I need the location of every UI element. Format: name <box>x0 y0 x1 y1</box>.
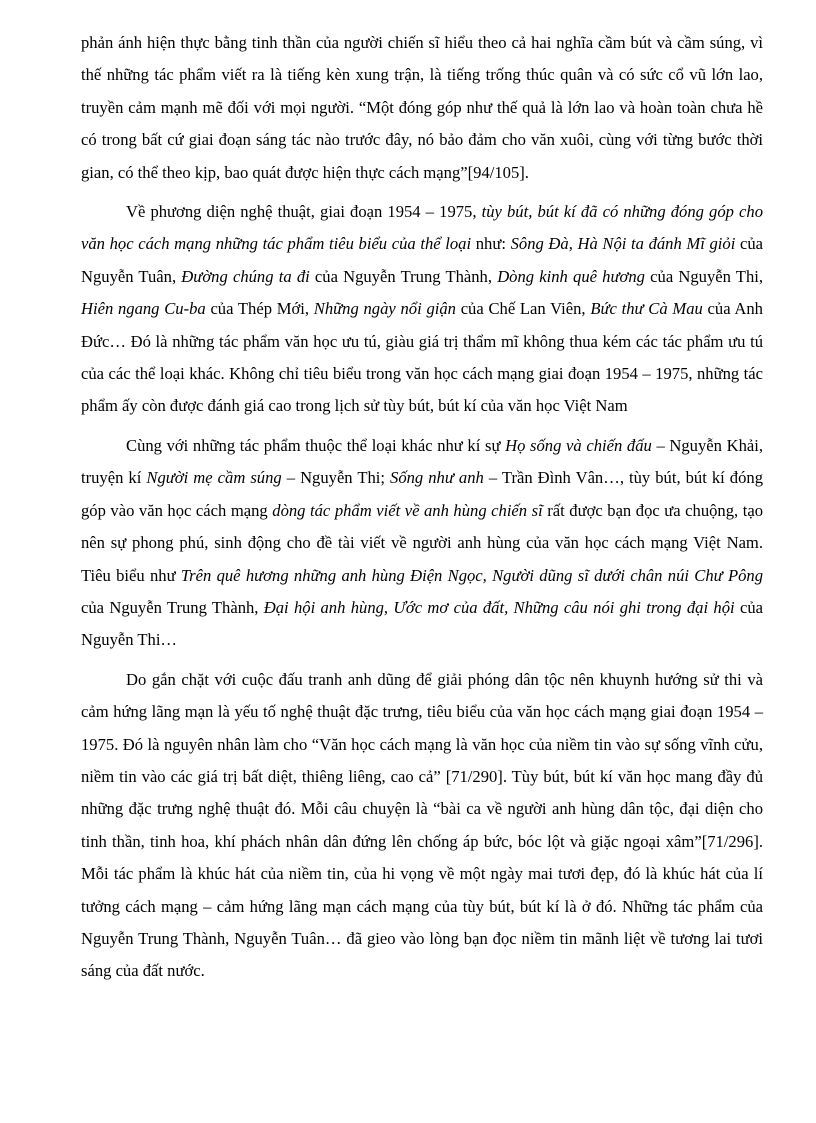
work-title: Sông Đà, Hà Nội ta đánh Mĩ giỏi <box>510 234 736 254</box>
work-title: Họ sống và chiến đấu <box>505 435 652 455</box>
work-title: Dòng kinh quê hương <box>497 266 645 286</box>
work-title: Người mẹ cầm súng <box>146 468 282 488</box>
work-title: Trên quê hương những anh hùng Điện Ngọc, Người dũng sĩ dưới chân núi Chư Pông <box>180 565 763 585</box>
text-segment: Về phương diện nghệ thuật, giai đoạn 1954 – 1975, <box>126 202 482 222</box>
text-segment: của Anh Đức… Đó là những tác phẩm văn học ưu tú, giàu giá trị thẩm mĩ không thua kém các tác phẩm ưu tú của các thể loại khác. Không chỉ tiêu biểu trong văn học cách mạng giai đoạn 1954 – 1975, những tác phẩm ấy còn được đánh giá cao trong lịch sử tùy bút, bút kí của văn học Việt Nam <box>81 299 763 416</box>
work-title: Sống như anh <box>390 468 484 488</box>
text-segment: của Nguyễn Tuân, <box>81 234 763 286</box>
text-segment: – Trần Đình Vân…, tùy bút, bút kí đóng góp vào văn học cách mạng <box>81 468 763 520</box>
text-segment: của Nguyễn Trung Thành, <box>81 597 264 617</box>
text-segment: của Nguyễn Thi, <box>644 266 764 286</box>
text-segment: – Nguyễn Thi; <box>281 468 391 488</box>
text-segment: của Nguyễn Trung Thành, <box>309 266 498 286</box>
italic-segment: dòng tác phẩm viết về anh hùng chiến sĩ <box>272 500 543 520</box>
paragraph-2 <box>81 196 763 423</box>
text-segment: của Chế Lan Viên, <box>455 299 591 319</box>
text-segment: phản ánh hiện thực bằng tinh thần của người chiến sĩ hiểu theo cả hai nghĩa cầm bút và cầm súng, vì thế những tác phẩm viết ra là tiếng kèn xung trận, là tiếng trống thúc quân và có sức cổ vũ lớn lao, truyền cảm mạnh mẽ đối với mọi người. “Một đóng góp như thế quả là lớn lao và hoàn toàn chưa hề có trong bất cứ giai đoạn sáng tác nào trước đây, nó bảo đảm cho văn xuôi, cùng với từng bước thời gian, có thể theo kịp, bao quát được hiện thực cách mạng”[94/105]. <box>81 33 763 182</box>
work-title: Bức thư Cà Mau <box>590 299 703 319</box>
text-segment: rất được bạn đọc ưa chuộng, tạo nên sự phong phú, sinh động cho đề tài viết về người anh hùng của văn học cách mạng Việt Nam. Tiêu biểu như <box>81 500 763 585</box>
text-segment: Cùng với những tác phẩm thuộc thể loại khác như kí sự <box>126 435 506 455</box>
work-title: Đường chúng ta đi <box>181 266 310 286</box>
text-segment: của Thép Mới, <box>205 299 314 319</box>
italic-segment: tùy bút, bút kí đã có những đóng góp cho văn học cách mạng những tác phẩm tiêu biểu của thể loại <box>81 202 764 254</box>
work-title: Hiên ngang Cu-ba <box>81 299 206 319</box>
work-title: Những ngày nổi giận <box>313 299 456 319</box>
text-segment: của Nguyễn Thi… <box>81 597 763 650</box>
document-page <box>81 27 763 988</box>
text-segment: như: <box>471 234 511 254</box>
paragraph-1 <box>81 27 763 189</box>
text-segment: Do gắn chặt với cuộc đấu tranh anh dũng để giải phóng dân tộc nên khuynh hướng sử thi và cảm hứng lãng mạn là yếu tố nghệ thuật đặc trưng, tiêu biểu của văn học cách mạng giai đoạn 1954 – 1975. Đó là nguyên nhân làm cho “Văn học cách mạng là văn học của niềm tin vào sự sống vĩnh cửu, niềm tin vào các giá trị bất diệt, thiêng liêng, cao cả” [71/290]. Tùy bút, bút kí văn học mang đầy đủ những đặc trưng nghệ thuật đó. Mỗi câu chuyện là “bài ca về người anh hùng dân tộc, đại diện cho tinh thần, tinh hoa, khí phách nhân dân đứng lên chống áp bức, bóc lột và giặc ngoại xâm”[71/296]. Mỗi tác phẩm là khúc hát của niềm tin, của hi vọng về một ngày mai tươi đẹp, đó là khúc hát của lí tưởng cách mạng – cảm hứng lãng mạn cách mạng của tùy bút, bút kí là ở đó. Những tác phẩm của Nguyễn Trung Thành, Nguyễn Tuân… đã gieo vào lòng bạn đọc niềm tin mãnh liệt về tương lai tươi sáng của đất nước. <box>81 669 763 981</box>
work-title: Đại hội anh hùng, Ước mơ của đất, Những câu nói ghi trong đại hội <box>263 597 735 617</box>
paragraph-3 <box>81 430 763 657</box>
text-segment: – Nguyễn Khải, truyện kí <box>81 435 763 488</box>
paragraph-4 <box>81 664 763 988</box>
